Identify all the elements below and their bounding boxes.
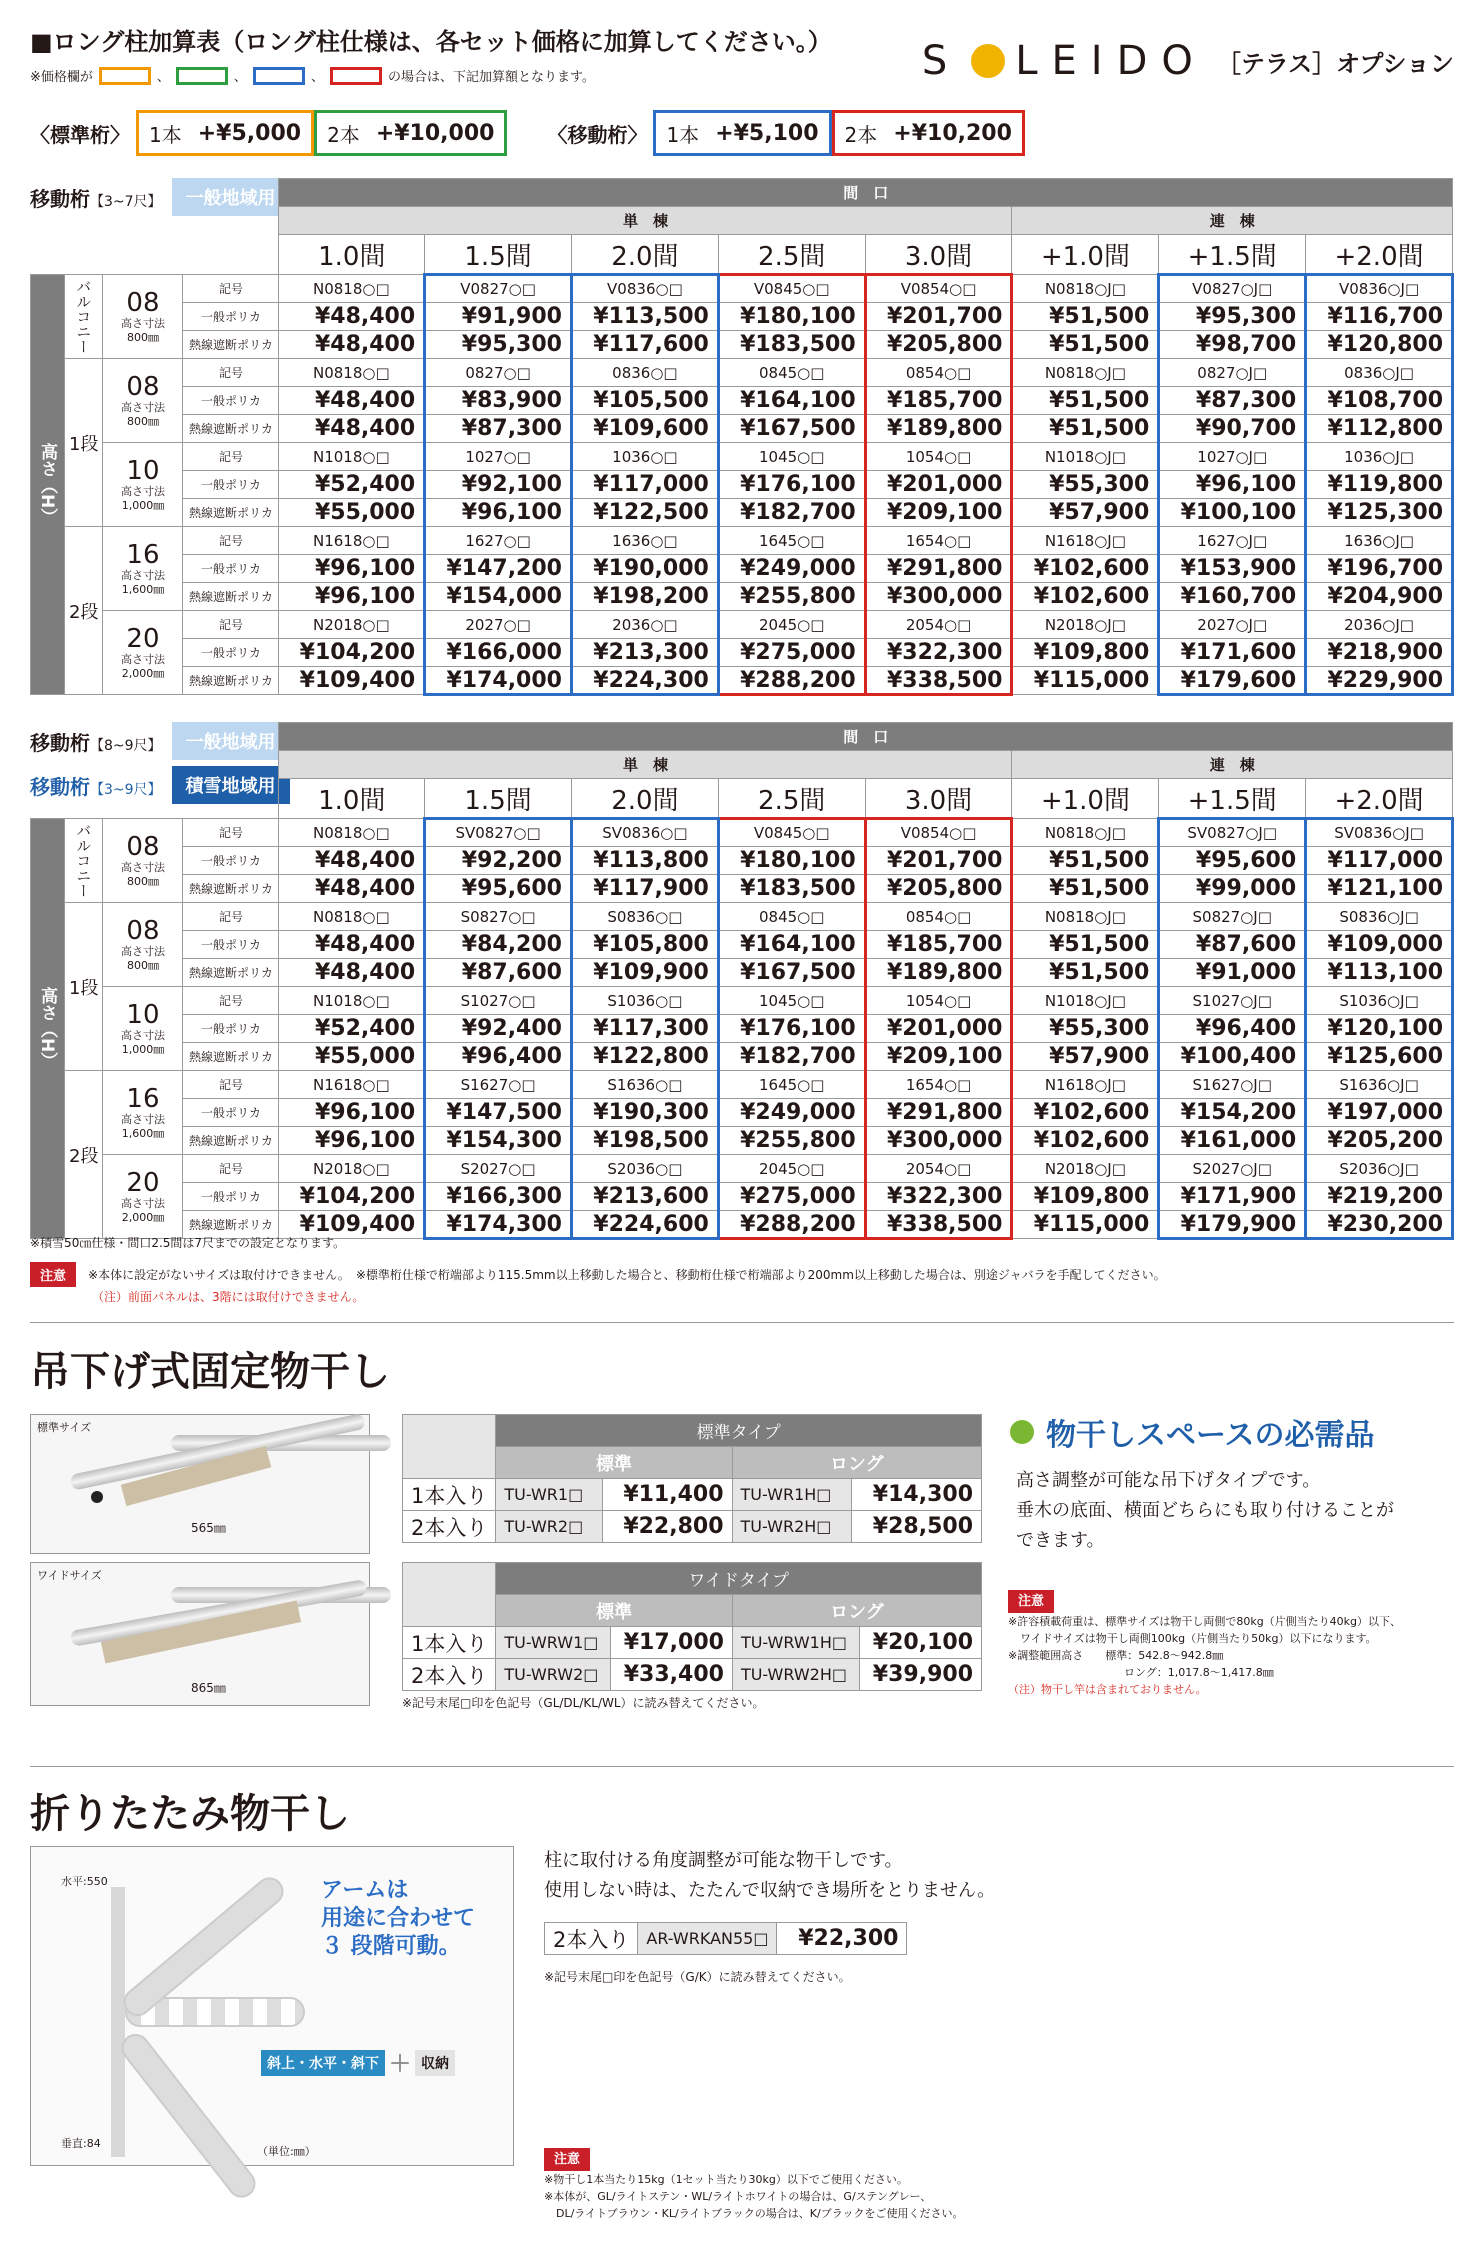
price-cell: N0818○□ [279, 903, 425, 931]
long-pillar-title: ■ロング柱加算表（ロング柱仕様は、各セット価格に加算してください。） [30, 28, 832, 56]
price-cell: S1627○J□ [1159, 1071, 1306, 1099]
hang-title: 吊下げ式固定物干し [30, 1349, 390, 1395]
price-cell: ¥275,000 [718, 1183, 865, 1211]
price-cell: ¥166,300 [425, 1183, 572, 1211]
price-cell: N1018○J□ [1012, 987, 1159, 1015]
price-cell: ¥204,900 [1306, 583, 1453, 611]
price-cell: 2045○□ [718, 1155, 865, 1183]
price-cell: ¥197,000 [1306, 1099, 1453, 1127]
add-amount-row: 〈標準桁〉 1本 +¥5,000 2本 +¥10,000 〈移動桁〉 1本 +¥5,100 2本 +¥10,200 [30, 110, 1025, 156]
price-cell: ¥117,600 [571, 331, 718, 359]
price-cell: ¥176,100 [718, 471, 865, 499]
price-cell: ¥322,300 [865, 1183, 1012, 1211]
price-cell: ¥109,800 [1012, 639, 1159, 667]
price-cell: ¥91,900 [425, 303, 572, 331]
price-cell: SV0827○□ [425, 819, 572, 847]
price-cell: 0827○J□ [1159, 359, 1306, 387]
price-cell: ¥180,100 [718, 847, 865, 875]
price-cell: ¥249,000 [718, 555, 865, 583]
price-cell: ¥115,000 [1012, 667, 1159, 695]
price-cell: V0836○□ [571, 275, 718, 303]
price-cell: ¥167,500 [718, 959, 865, 987]
price-cell: ¥201,700 [865, 303, 1012, 331]
price-cell: ¥96,100 [425, 499, 572, 527]
fold-title: 折りたたみ物干し [30, 1791, 350, 1837]
price-cell: S0836○J□ [1306, 903, 1453, 931]
price-cell: 1045○□ [718, 443, 865, 471]
price-cell: S0827○J□ [1159, 903, 1306, 931]
price-cell: ¥154,200 [1159, 1099, 1306, 1127]
price-cell: ¥121,100 [1306, 875, 1453, 903]
price-cell: ¥249,000 [718, 1099, 865, 1127]
price-cell: ¥109,600 [571, 415, 718, 443]
price-cell: 2054○□ [865, 1155, 1012, 1183]
price-cell: ¥92,100 [425, 471, 572, 499]
std-size-figure: 標準サイズ 565㎜ [30, 1414, 370, 1554]
price-cell: ¥98,700 [1159, 331, 1306, 359]
price-cell: ¥255,800 [718, 583, 865, 611]
price-cell: V0836○J□ [1306, 275, 1453, 303]
price-cell: ¥51,500 [1012, 387, 1159, 415]
price-cell: ¥87,600 [425, 959, 572, 987]
col-header: 2.0間 [571, 779, 718, 819]
price-cell: ¥115,000 [1012, 1211, 1159, 1239]
price-cell: ¥218,900 [1306, 639, 1453, 667]
price-cell: ¥171,900 [1159, 1183, 1306, 1211]
price-cell: ¥113,800 [571, 847, 718, 875]
price-cell: ¥91,000 [1159, 959, 1306, 987]
add-std-1: 1本 +¥5,000 [136, 110, 314, 156]
price-cell: ¥164,100 [718, 931, 865, 959]
price-cell: ¥48,400 [279, 415, 425, 443]
price-cell: ¥102,600 [1012, 583, 1159, 611]
price-cell: S2036○□ [571, 1155, 718, 1183]
price-cell: ¥125,300 [1306, 499, 1453, 527]
price-cell: ¥55,000 [279, 499, 425, 527]
price-cell: ¥125,600 [1306, 1043, 1453, 1071]
price-cell: 2036○J□ [1306, 611, 1453, 639]
price-cell: ¥48,400 [279, 331, 425, 359]
price-cell: ¥104,200 [279, 1183, 425, 1211]
price-cell: ¥224,300 [571, 667, 718, 695]
price-cell: 2045○□ [718, 611, 865, 639]
price-cell: ¥117,900 [571, 875, 718, 903]
price-cell: ¥117,000 [1306, 847, 1453, 875]
price-cell: ¥120,100 [1306, 1015, 1453, 1043]
price-cell: ¥99,000 [1159, 875, 1306, 903]
price-cell: S1027○J□ [1159, 987, 1306, 1015]
price-cell: ¥117,300 [571, 1015, 718, 1043]
price-cell: ¥213,300 [571, 639, 718, 667]
price-cell: 1054○□ [865, 443, 1012, 471]
price-cell: N0818○□ [279, 359, 425, 387]
price-cell: N2018○□ [279, 1155, 425, 1183]
color-note: ※価格欄が 、 、 、 の場合は、下記加算額となります。 [30, 66, 595, 85]
price-cell: V0827○□ [425, 275, 572, 303]
price-cell: 1627○J□ [1159, 527, 1306, 555]
price-cell: ¥109,400 [279, 667, 425, 695]
price-cell: 2054○□ [865, 611, 1012, 639]
price-cell: ¥100,400 [1159, 1043, 1306, 1071]
price-cell: 0854○□ [865, 903, 1012, 931]
col-header: +1.0間 [1012, 779, 1159, 819]
price-cell: ¥102,600 [1012, 1127, 1159, 1155]
price-cell: ¥183,500 [718, 875, 865, 903]
price-cell: ¥300,000 [865, 583, 1012, 611]
price-cell: ¥189,800 [865, 959, 1012, 987]
price-cell: 1027○J□ [1159, 443, 1306, 471]
price-cell: ¥154,000 [425, 583, 572, 611]
price-cell: ¥160,700 [1159, 583, 1306, 611]
price-cell: ¥198,200 [571, 583, 718, 611]
price-cell: 0836○J□ [1306, 359, 1453, 387]
hang-wide-table: ワイドタイプ 標準 ロング 1本入り TU-WRW1□ ¥17,000 TU-WRW1H□ ¥20,100 2本入り TU-WRW2□ ¥33,400 TU-WRW2H□ ¥39,900 [402, 1562, 982, 1691]
price-cell: ¥96,400 [425, 1043, 572, 1071]
price-cell: ¥95,300 [425, 331, 572, 359]
req-desc: 高さ調整が可能な吊下げタイプです。 垂木の底面、横面どちらにも取り付けることが できます。 [1016, 1470, 1394, 1551]
brand [922, 38, 1454, 84]
price-cell: 0845○□ [718, 359, 865, 387]
price-cell: N1018○□ [279, 987, 425, 1015]
price-cell: 1027○□ [425, 443, 572, 471]
price-cell: ¥166,000 [425, 639, 572, 667]
price-cell: S2027○J□ [1159, 1155, 1306, 1183]
price-cell: N1018○J□ [1012, 443, 1159, 471]
price-cell: N0818○J□ [1012, 359, 1159, 387]
price-cell: ¥104,200 [279, 639, 425, 667]
price-cell: ¥52,400 [279, 471, 425, 499]
price-cell: ¥96,100 [279, 1127, 425, 1155]
price-cell: ¥122,500 [571, 499, 718, 527]
price-cell: ¥119,800 [1306, 471, 1453, 499]
price-cell: V0854○□ [865, 819, 1012, 847]
price-cell: ¥147,200 [425, 555, 572, 583]
table1-title: 移動桁【3~7尺】 一般地域用 [30, 178, 290, 216]
table2-title-1: 移動桁【8~9尺】 一般地域用 [30, 722, 290, 760]
price-cell: S1627○□ [425, 1071, 572, 1099]
price-cell: ¥176,100 [718, 1015, 865, 1043]
price-cell: N2018○J□ [1012, 1155, 1159, 1183]
blue-swatch [253, 67, 305, 85]
price-cell: ¥190,000 [571, 555, 718, 583]
price-cell: ¥213,600 [571, 1183, 718, 1211]
price-cell: ¥109,800 [1012, 1183, 1159, 1211]
price-cell: ¥109,400 [279, 1211, 425, 1239]
price-cell: SV0827○J□ [1159, 819, 1306, 847]
price-cell: 2027○□ [425, 611, 572, 639]
price-cell: ¥167,500 [718, 415, 865, 443]
price-cell: 0836○□ [571, 359, 718, 387]
price-cell: ¥291,800 [865, 555, 1012, 583]
price-cell: ¥51,500 [1012, 959, 1159, 987]
price-cell: ¥189,800 [865, 415, 1012, 443]
wide-size-figure: ワイドサイズ 865㎜ [30, 1562, 370, 1706]
price-cell: N0818○□ [279, 819, 425, 847]
col-header: 1.0間 [279, 779, 425, 819]
green-dot-icon [1010, 1420, 1034, 1444]
price-cell: N2018○□ [279, 611, 425, 639]
price-cell: S1036○□ [571, 987, 718, 1015]
price-cell: ¥185,700 [865, 931, 1012, 959]
fold-caution: 注意 ※物干し1本当たり15kg（1セット当たり30kg）以下でご使用ください。 ※本体が、GL/ライトステン・WL/ライトホワイトの場合は、G/ステングレー、 DL/ライトブラウン・KL/ライトブラックの場合は、K/ブラックをご使用ください。 [544, 2148, 964, 2222]
col-header: 3.0間 [865, 235, 1012, 275]
col-header: 1.0間 [279, 235, 425, 275]
price-cell: ¥229,900 [1306, 667, 1453, 695]
price-cell: ¥288,200 [718, 667, 865, 695]
price-cell: ¥112,800 [1306, 415, 1453, 443]
caution-block: 注意 ※本体に設定がないサイズは取付けできません。 ※標準桁仕様で桁端部より115.5mm以上移動した場合と、移動桁仕様で桁端部より200mm以上移動した場合は、別途ジャバラを手配してください。 [30, 1262, 1166, 1287]
price-cell: ¥109,900 [571, 959, 718, 987]
col-header: 2.5間 [718, 235, 865, 275]
price-cell: S0836○□ [571, 903, 718, 931]
price-cell: ¥209,100 [865, 499, 1012, 527]
price-cell: ¥230,200 [1306, 1211, 1453, 1239]
fold-figure: 水平:550 垂直:84 アームは 用途に合わせて ３ 段階可動。 斜上・水平・斜下 ＋ 収納 （単位:㎜） [30, 1846, 514, 2166]
price-cell: ¥153,900 [1159, 555, 1306, 583]
price-cell: 1627○□ [425, 527, 572, 555]
price-cell: ¥102,600 [1012, 1099, 1159, 1127]
price-cell: ¥179,600 [1159, 667, 1306, 695]
hang-caution: 注意 ※許容積載荷重は、標準サイズは物干し両側で80kg（片側当たり40kg）以下、 ワイドサイズは物干し両側100kg（片側当たり50kg）以下になります。 ※調整範囲高さ 標準：542.8～942.8㎜ ロング：1,017.8～1,417.8㎜ （注）物干し竿は含まれておりません。 [1008, 1590, 1401, 1698]
price-cell: V0845○□ [718, 819, 865, 847]
price-cell: 1036○J□ [1306, 443, 1453, 471]
price-cell: S1636○□ [571, 1071, 718, 1099]
price-cell: N1618○J□ [1012, 1071, 1159, 1099]
price-cell: ¥190,300 [571, 1099, 718, 1127]
price-cell: ¥180,100 [718, 303, 865, 331]
price-cell: ¥92,400 [425, 1015, 572, 1043]
price-cell: S2036○J□ [1306, 1155, 1453, 1183]
table2-title-2: 移動桁【3~9尺】 積雪地域用 [30, 766, 290, 804]
price-cell: ¥322,300 [865, 639, 1012, 667]
price-cell: ¥122,800 [571, 1043, 718, 1071]
sun-dot-icon [971, 44, 1005, 78]
price-cell: ¥105,800 [571, 931, 718, 959]
price-cell: ¥288,200 [718, 1211, 865, 1239]
price-cell: ¥51,500 [1012, 331, 1159, 359]
price-cell: 1636○J□ [1306, 527, 1453, 555]
price-cell: V0845○□ [718, 275, 865, 303]
col-header: 3.0間 [865, 779, 1012, 819]
price-cell: ¥161,000 [1159, 1127, 1306, 1155]
price-cell: ¥196,700 [1306, 555, 1453, 583]
price-cell: ¥113,100 [1306, 959, 1453, 987]
req-title: 物干しスペースの必需品 [1010, 1410, 1375, 1454]
price-cell: V0854○□ [865, 275, 1012, 303]
price-cell: ¥51,500 [1012, 303, 1159, 331]
price-cell: ¥209,100 [865, 1043, 1012, 1071]
price-cell: ¥95,300 [1159, 303, 1306, 331]
price-cell: ¥116,700 [1306, 303, 1453, 331]
price-cell: ¥87,300 [1159, 387, 1306, 415]
col-header: +1.5間 [1159, 779, 1306, 819]
price-cell: ¥154,300 [425, 1127, 572, 1155]
price-cell: ¥96,400 [1159, 1015, 1306, 1043]
price-cell: ¥84,200 [425, 931, 572, 959]
price-cell: V0827○J□ [1159, 275, 1306, 303]
price-cell: 1036○□ [571, 443, 718, 471]
hang-note: ※記号末尾□印を色記号（GL/DL/KL/WL）に読み替えてください。 [402, 1696, 765, 1710]
price-cell: ¥51,500 [1012, 875, 1159, 903]
fold-desc: 柱に取付ける角度調整が可能な物干しです。 使用しない時は、たたんで収納でき場所をとりません。 [544, 1850, 996, 1901]
price-cell: ¥51,500 [1012, 931, 1159, 959]
price-cell: 0827○□ [425, 359, 572, 387]
price-cell: ¥48,400 [279, 847, 425, 875]
price-cell: N0818○J□ [1012, 903, 1159, 931]
price-cell: ¥102,600 [1012, 555, 1159, 583]
add-std-2: 2本 +¥10,000 [314, 110, 507, 156]
price-cell: ¥48,400 [279, 959, 425, 987]
price-cell: ¥183,500 [718, 331, 865, 359]
price-cell: S1636○J□ [1306, 1071, 1453, 1099]
price-cell: S1027○□ [425, 987, 572, 1015]
price-cell: ¥87,600 [1159, 931, 1306, 959]
price-cell: ¥338,500 [865, 667, 1012, 695]
col-header: 2.0間 [571, 235, 718, 275]
price-cell: ¥219,200 [1306, 1183, 1453, 1211]
price-cell: N1618○J□ [1012, 527, 1159, 555]
price-cell: 0854○□ [865, 359, 1012, 387]
price-cell: ¥96,100 [279, 555, 425, 583]
col-header: +2.0間 [1306, 779, 1453, 819]
price-cell: 2036○□ [571, 611, 718, 639]
price-cell: 1045○□ [718, 987, 865, 1015]
hang-std-table: 標準タイプ 標準 ロング 1本入り TU-WR1□ ¥11,400 TU-WR1H□ ¥14,300 2本入り TU-WR2□ ¥22,800 TU-WR2H□ ¥28,500 [402, 1414, 982, 1543]
price-cell: ¥48,400 [279, 931, 425, 959]
price-cell: ¥117,000 [571, 471, 718, 499]
price-cell: ¥100,100 [1159, 499, 1306, 527]
price-cell: ¥95,600 [1159, 847, 1306, 875]
price-cell: ¥113,500 [571, 303, 718, 331]
price-cell: 1054○□ [865, 987, 1012, 1015]
price-cell: ¥198,500 [571, 1127, 718, 1155]
price-cell: 2027○J□ [1159, 611, 1306, 639]
price-cell: SV0836○J□ [1306, 819, 1453, 847]
col-header: +2.0間 [1306, 235, 1453, 275]
price-cell: ¥96,100 [279, 1099, 425, 1127]
brand-logo: S LEIDO [921, 38, 1207, 84]
price-cell: ¥57,900 [1012, 499, 1159, 527]
price-cell: ¥338,500 [865, 1211, 1012, 1239]
price-cell: ¥83,900 [425, 387, 572, 415]
price-cell: ¥205,800 [865, 875, 1012, 903]
price-cell: ¥90,700 [1159, 415, 1306, 443]
price-cell: ¥171,600 [1159, 639, 1306, 667]
price-cell: ¥291,800 [865, 1099, 1012, 1127]
price-cell: ¥55,000 [279, 1043, 425, 1071]
price-cell: ¥205,800 [865, 331, 1012, 359]
price-cell: ¥164,100 [718, 387, 865, 415]
price-cell: ¥52,400 [279, 1015, 425, 1043]
price-cell: ¥95,600 [425, 875, 572, 903]
price-cell: ¥182,700 [718, 499, 865, 527]
price-cell: ¥96,100 [279, 583, 425, 611]
add-mov-2: 2本 +¥10,200 [832, 110, 1025, 156]
price-cell: ¥108,700 [1306, 387, 1453, 415]
fold-table: 2本入り AR-WRKAN55□ ¥22,300 [544, 1922, 907, 1955]
price-cell: ¥174,300 [425, 1211, 572, 1239]
price-cell: N1618○□ [279, 527, 425, 555]
orange-swatch [99, 67, 151, 85]
price-cell: ¥201,000 [865, 471, 1012, 499]
price-cell: 0845○□ [718, 903, 865, 931]
price-cell: ¥179,900 [1159, 1211, 1306, 1239]
snow-note: ※積雪50㎝仕様・間口2.5間は7尺までの設定となります。 [30, 1236, 346, 1250]
price-cell: ¥300,000 [865, 1127, 1012, 1155]
price-cell: N1618○□ [279, 1071, 425, 1099]
col-header: 1.5間 [425, 779, 572, 819]
price-cell: S2027○□ [425, 1155, 572, 1183]
price-cell: 1645○□ [718, 527, 865, 555]
price-cell: ¥147,500 [425, 1099, 572, 1127]
chip-general: 一般地域用 [172, 178, 290, 216]
col-header: +1.5間 [1159, 235, 1306, 275]
price-cell: ¥201,700 [865, 847, 1012, 875]
price-cell: S1036○J□ [1306, 987, 1453, 1015]
price-cell: 1636○□ [571, 527, 718, 555]
price-cell: N1018○□ [279, 443, 425, 471]
price-cell: ¥92,200 [425, 847, 572, 875]
price-cell: N0818○J□ [1012, 819, 1159, 847]
price-cell: ¥48,400 [279, 875, 425, 903]
price-cell: N2018○J□ [1012, 611, 1159, 639]
price-cell: ¥109,000 [1306, 931, 1453, 959]
price-cell: ¥96,100 [1159, 471, 1306, 499]
price-cell: N0818○□ [279, 275, 425, 303]
col-header: +1.0間 [1012, 235, 1159, 275]
price-cell: ¥48,400 [279, 303, 425, 331]
front-panel-note: （注）前面パネルは、3階には取付けできません。 [92, 1290, 365, 1304]
price-cell: S0827○□ [425, 903, 572, 931]
col-header: 2.5間 [718, 779, 865, 819]
price-cell: ¥55,300 [1012, 471, 1159, 499]
price-cell: ¥275,000 [718, 639, 865, 667]
price-cell: ¥87,300 [425, 415, 572, 443]
price-cell: ¥55,300 [1012, 1015, 1159, 1043]
price-cell: ¥105,500 [571, 387, 718, 415]
price-cell: ¥255,800 [718, 1127, 865, 1155]
fold-note: ※記号末尾□印を色記号（G/K）に読み替えてください。 [544, 1970, 851, 1984]
price-cell: 1654○□ [865, 1071, 1012, 1099]
red-swatch [330, 67, 382, 85]
price-cell: 1654○□ [865, 527, 1012, 555]
price-cell: ¥51,500 [1012, 847, 1159, 875]
price-cell: ¥57,900 [1012, 1043, 1159, 1071]
price-cell: SV0836○□ [571, 819, 718, 847]
price-cell: ¥120,800 [1306, 331, 1453, 359]
price-cell: ¥174,000 [425, 667, 572, 695]
brand-sub: ［テラス］オプション [1216, 49, 1454, 78]
price-cell: 1645○□ [718, 1071, 865, 1099]
price-cell: ¥185,700 [865, 387, 1012, 415]
add-mov-1: 1本 +¥5,100 [653, 110, 831, 156]
col-header: 1.5間 [425, 235, 572, 275]
price-cell: N0818○J□ [1012, 275, 1159, 303]
price-cell: ¥201,000 [865, 1015, 1012, 1043]
price-cell: ¥224,600 [571, 1211, 718, 1239]
price-cell: ¥48,400 [279, 387, 425, 415]
green-swatch [176, 67, 228, 85]
price-cell: ¥182,700 [718, 1043, 865, 1071]
price-cell: ¥205,200 [1306, 1127, 1453, 1155]
price-cell: ¥51,500 [1012, 415, 1159, 443]
